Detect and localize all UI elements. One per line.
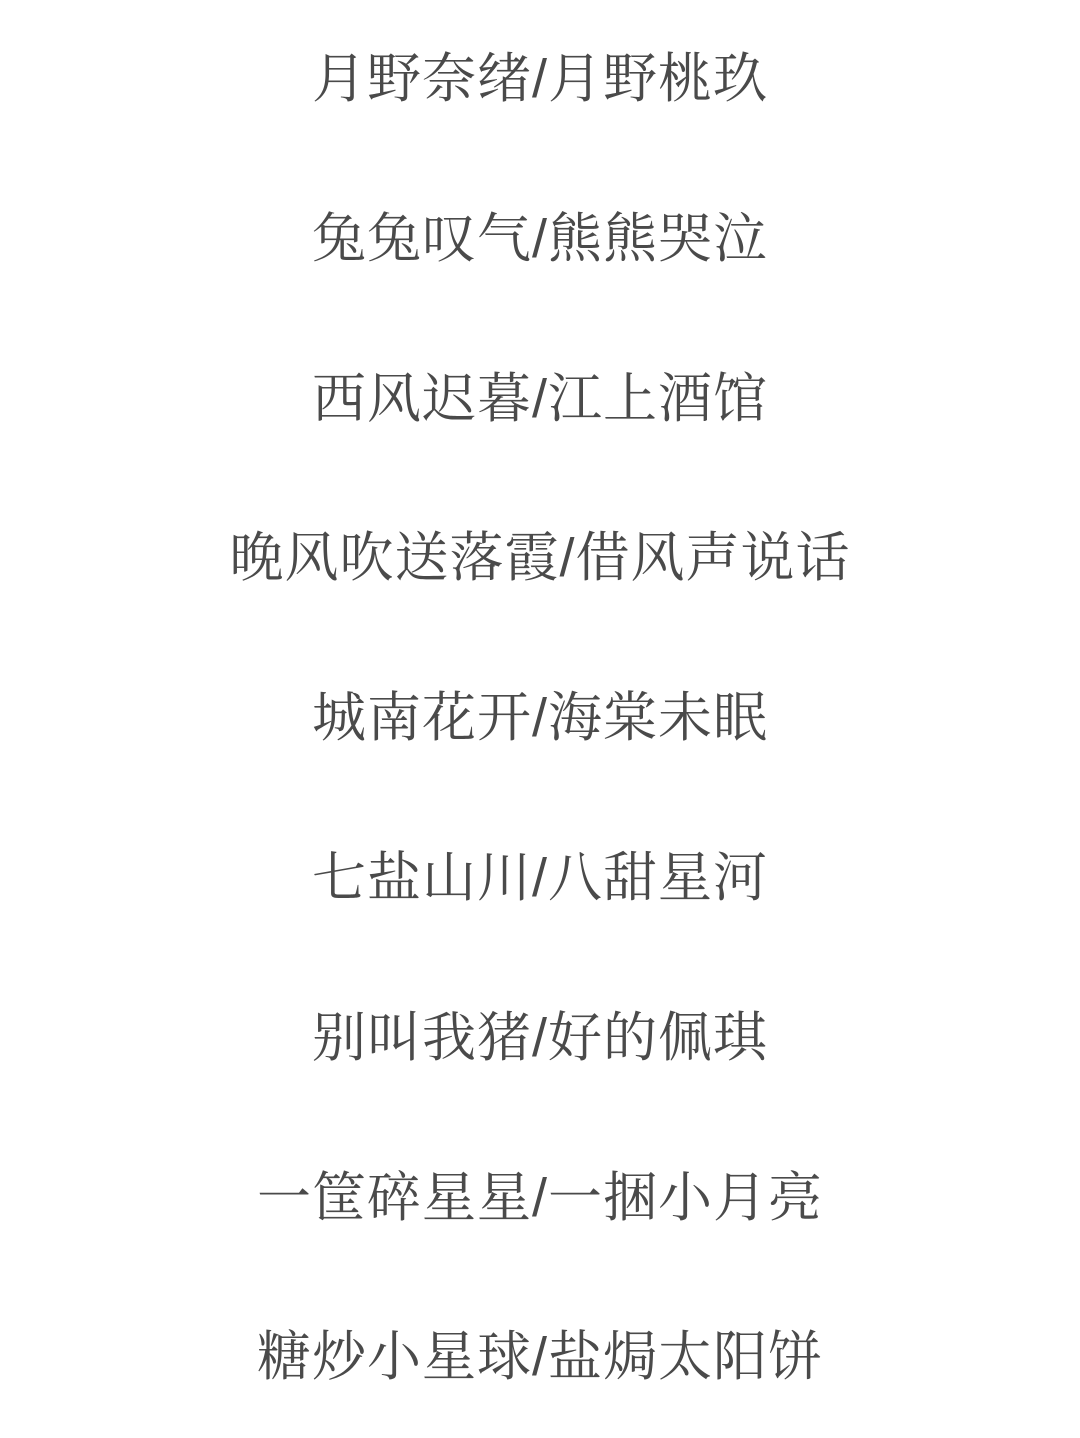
list-item bbox=[0, 0, 1080, 160]
name-pair-text: 城南花开/海棠未眠 bbox=[311, 688, 768, 749]
list-item bbox=[0, 320, 1080, 480]
name-pair-text: 别叫我猪/好的佩琪 bbox=[311, 1007, 768, 1068]
list-item bbox=[0, 1118, 1080, 1278]
name-pair-text: 兔兔叹气/熊熊哭泣 bbox=[311, 208, 768, 269]
name-pair-text: 西风迟暮/江上酒馆 bbox=[311, 368, 768, 429]
list-item bbox=[0, 479, 1080, 639]
name-pair-text: 一筐碎星星/一捆小月亮 bbox=[256, 1167, 823, 1228]
name-pair-text: 糖炒小星球/盐焗太阳饼 bbox=[256, 1327, 823, 1388]
list-item bbox=[0, 959, 1080, 1119]
list-item bbox=[0, 639, 1080, 799]
list-item bbox=[0, 1278, 1080, 1438]
list-item bbox=[0, 799, 1080, 959]
name-pair-text: 月野奈绪/月野桃玖 bbox=[311, 49, 768, 110]
name-pair-text: 七盐山川/八甜星河 bbox=[311, 848, 768, 909]
name-pair-text: 晚风吹送落霞/借风声说话 bbox=[229, 528, 851, 589]
list-item bbox=[0, 160, 1080, 320]
